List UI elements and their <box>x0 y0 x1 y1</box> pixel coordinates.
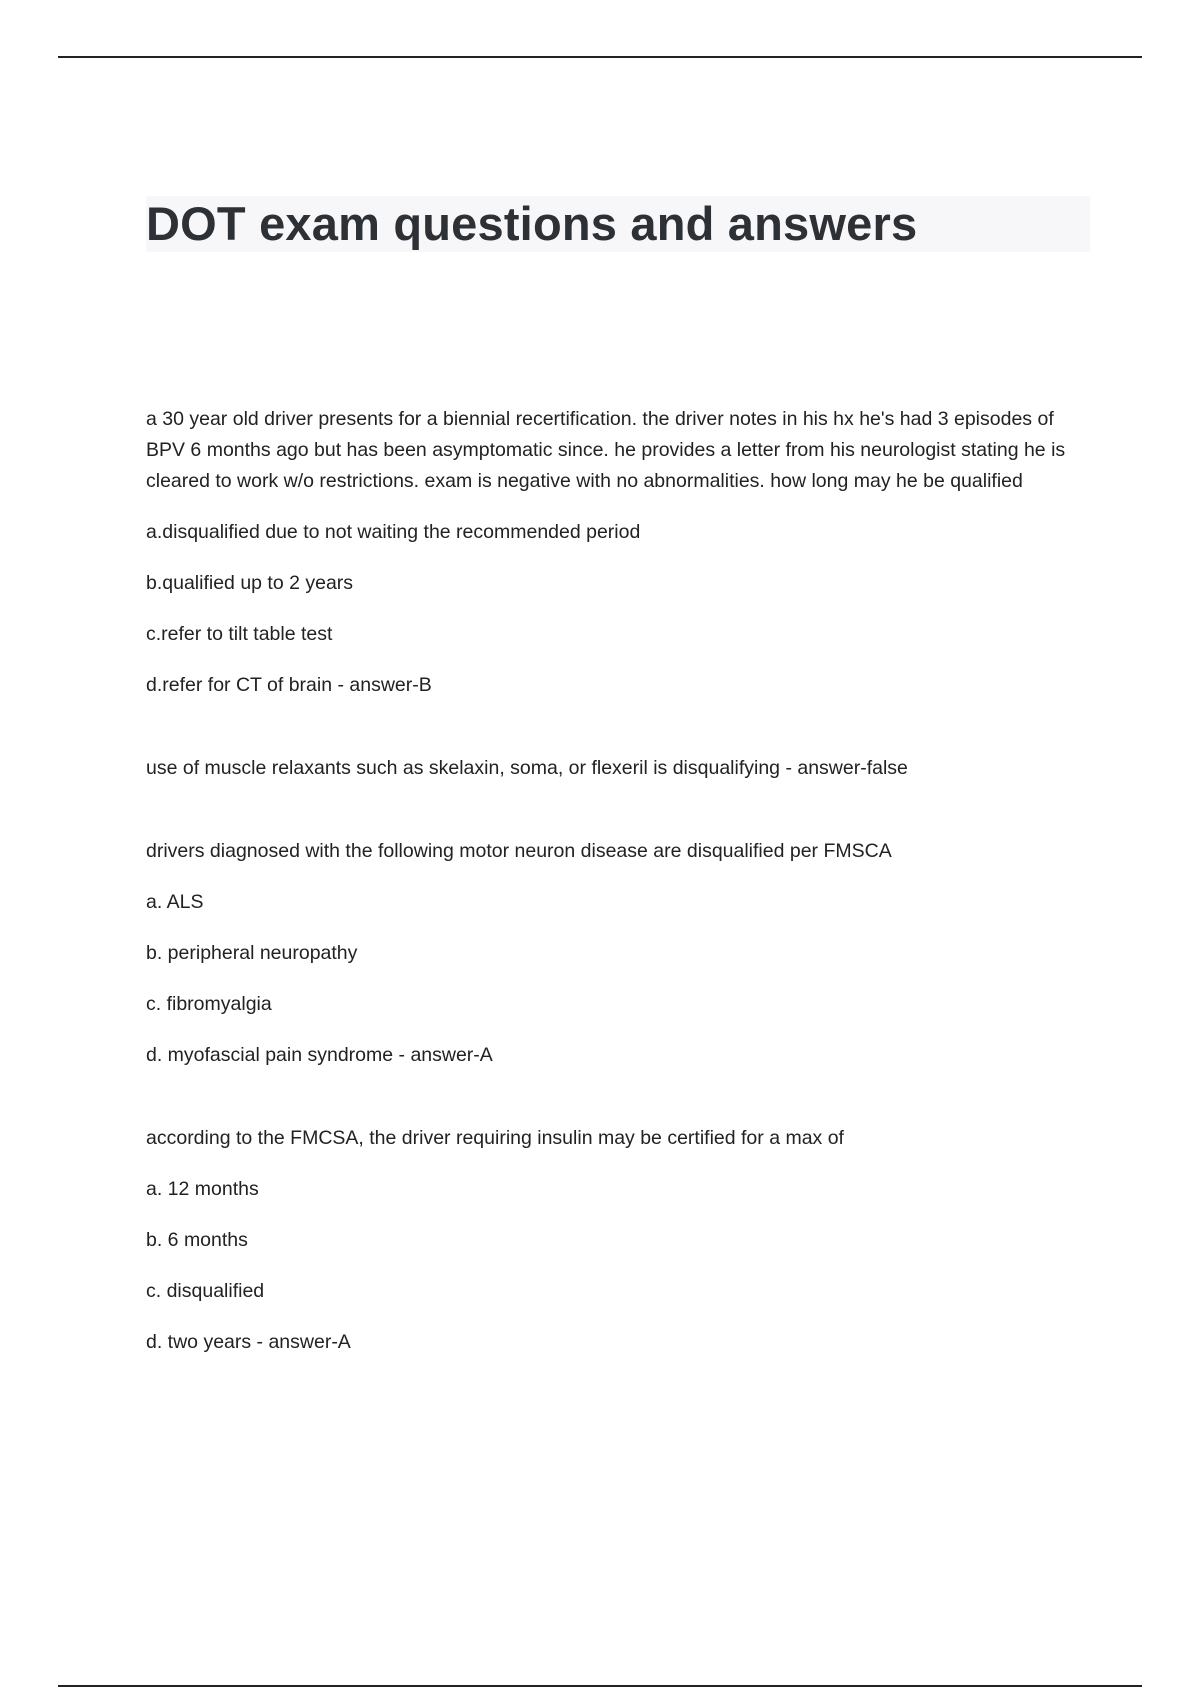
question-text: a 30 year old driver presents for a biennial recertification. the driver notes in his hx he's had 3 episodes of BPV 6 months ago but has been asymptomatic since. he provides a letter from his neurologist stating he is cleared to work w/o restrictions. exam is negative with no abnormalities. how long may he be qualified <box>146 408 1066 492</box>
answer-option: d. two years - answer-A <box>146 1331 351 1353</box>
answer-option: a.disqualified due to not waiting the recommended period <box>146 521 641 543</box>
answer-option: b. peripheral neuropathy <box>146 942 358 964</box>
question-block <box>146 1123 1086 1358</box>
bottom-divider <box>58 1685 1142 1687</box>
answer-option: d. myofascial pain syndrome - answer-A <box>146 1044 493 1066</box>
top-divider <box>58 56 1142 58</box>
question-text: drivers diagnosed with the following motor neuron disease are disqualified per FMSCA <box>146 840 892 862</box>
answer-option: b.qualified up to 2 years <box>146 572 354 594</box>
answer-option: a. 12 months <box>146 1178 259 1200</box>
answer-option: d.refer for CT of brain - answer-B <box>146 674 432 696</box>
answer-option: c.refer to tilt table test <box>146 623 333 645</box>
question-text: according to the FMCSA, the driver requiring insulin may be certified for a max of <box>146 1127 844 1149</box>
answer-option: a. ALS <box>146 891 204 913</box>
page-title: DOT exam questions and answers <box>146 197 918 250</box>
question-block <box>146 404 1086 701</box>
question-block <box>146 836 1086 1071</box>
answer-option: b. 6 months <box>146 1229 248 1251</box>
answer-option: c. fibromyalgia <box>146 993 272 1015</box>
document-body <box>146 404 1086 1410</box>
question-text: use of muscle relaxants such as skelaxin, soma, or flexeril is disqualifying - answer-false <box>146 757 908 779</box>
question-block <box>146 753 1086 784</box>
answer-option: c. disqualified <box>146 1280 265 1302</box>
